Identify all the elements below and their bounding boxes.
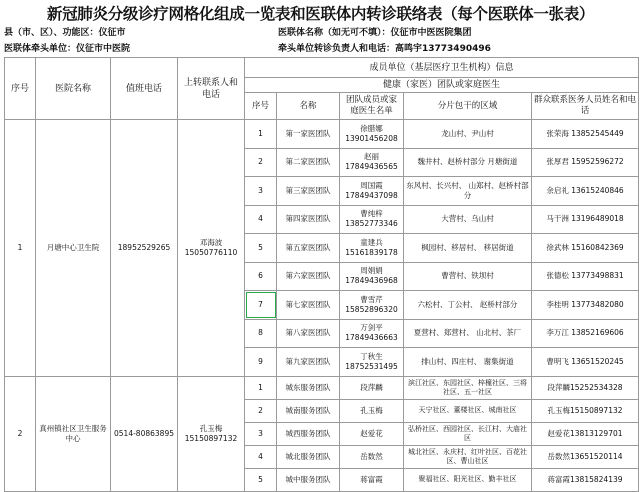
team-members: 孔玉梅 xyxy=(340,399,404,422)
team-name: 城西服务团队 xyxy=(277,422,340,445)
hospital-name: 月塘中心卫生院 xyxy=(36,120,111,377)
team-members: 赵丽17849436565 xyxy=(340,148,404,177)
team-seq: 2 xyxy=(245,399,277,422)
team-contact: 张德松 13773498831 xyxy=(532,262,639,291)
liaison-contact: 邓海波 15050776110 xyxy=(178,120,245,377)
header-duty-phone: 值班电话 xyxy=(111,58,178,120)
team-name: 第一家医团队 xyxy=(277,120,340,149)
team-name: 城南服务团队 xyxy=(277,399,340,422)
referral-table xyxy=(4,57,639,492)
team-area: 天宁社区、董楼社区、城南社区 xyxy=(404,399,532,422)
header-seq: 序号 xyxy=(5,58,36,120)
team-members: 万剑平 17849436663 xyxy=(340,319,404,348)
header-sub-seq: 序号 xyxy=(245,93,277,120)
team-contact: 赵爱花13813129701 xyxy=(532,422,639,445)
team-members: 段萍麟 xyxy=(340,376,404,399)
header-member-group: 成员单位（基层医疗卫生机构）信息 xyxy=(245,58,639,78)
header-team-name: 名称 xyxy=(277,93,340,120)
team-contact: 李桂明 13773482080 xyxy=(532,291,639,320)
team-contact: 马干洲 13196489018 xyxy=(532,205,639,234)
hospital-name: 真州镇社区卫生服务中心 xyxy=(36,376,111,491)
team-members: 岳数然 xyxy=(340,445,404,468)
team-area: 魏井村、赵桥村部分 月塘街道 xyxy=(404,148,532,177)
table-row xyxy=(5,120,639,149)
team-contact: 段萍麟15252534328 xyxy=(532,376,639,399)
team-seq: 2 xyxy=(245,148,277,177)
team-members: 曹纯梓 13852773346 xyxy=(340,205,404,234)
team-contact: 李万江 13852169606 xyxy=(532,319,639,348)
header-area: 分片包干的区域 xyxy=(404,93,532,120)
team-seq: 6 xyxy=(245,262,277,291)
header-team-members: 团队成员或家庭医生名单 xyxy=(340,93,404,120)
team-area: 龙山村、尹山村 xyxy=(404,120,532,149)
team-contact: 张荣海 13852545449 xyxy=(532,120,639,149)
team-members: 赵爱花 xyxy=(340,422,404,445)
team-area: 枫园村、移居村、 移居街道 xyxy=(404,234,532,263)
team-contact: 曹明飞 13651520245 xyxy=(532,348,639,377)
team-seq: 9 xyxy=(245,348,277,377)
liaison-contact: 孔玉梅 15150897132 xyxy=(178,376,245,491)
team-name: 第八家医团队 xyxy=(277,319,340,348)
team-area: 聚福社区、阳光社区、勤丰社区 xyxy=(404,468,532,491)
team-name: 城东服务团队 xyxy=(277,376,340,399)
team-members: 童建兵 15161839178 xyxy=(340,234,404,263)
team-name: 城中服务团队 xyxy=(277,468,340,491)
team-name: 第九家医团队 xyxy=(277,348,340,377)
team-contact: 蒋富霞13815824139 xyxy=(532,468,639,491)
team-seq: 5 xyxy=(245,468,277,491)
team-members: 徐腊娜 13901456208 xyxy=(340,120,404,149)
duty-phone: 18952529265 xyxy=(111,120,178,377)
referral-contact-label: 牵头单位转诊负责人和电话：高鸣宇13773490496 xyxy=(278,44,491,54)
team-members: 周国霞 17849437098 xyxy=(340,177,404,206)
team-name: 第五家医团队 xyxy=(277,234,340,263)
team-contact: 孔玉梅15150897132 xyxy=(532,399,639,422)
team-name: 第七家医团队 xyxy=(277,291,340,320)
duty-phone: 0514-80863895 xyxy=(111,376,178,491)
team-seq: 4 xyxy=(245,445,277,468)
team-seq: 7 xyxy=(245,291,277,320)
team-name: 第二家医团队 xyxy=(277,148,340,177)
team-seq: 3 xyxy=(245,177,277,206)
team-members: 丁秋生 18752531495 xyxy=(340,348,404,377)
team-contact: 余启礼 13615240846 xyxy=(532,177,639,206)
group-seq: 1 xyxy=(5,120,36,377)
table-row xyxy=(5,376,639,399)
alliance-name-label: 医联体名称（如无可不填）：仪征市中医医院集团 xyxy=(278,28,472,38)
team-name: 城北服务团队 xyxy=(277,445,340,468)
team-area: 城北社区、永庆村、红叶社区、百花社区、曹山社区 xyxy=(404,445,532,468)
team-name: 第六家医团队 xyxy=(277,262,340,291)
header-liaison: 上转联系人和电话 xyxy=(178,58,245,120)
team-seq: 3 xyxy=(245,422,277,445)
team-area: 弘桥社区、西园社区、长江村、大庙社区 xyxy=(404,422,532,445)
header-group-contact: 群众联系医务人员姓名和电话 xyxy=(532,93,639,120)
team-contact: 张厚君 15952596272 xyxy=(532,148,639,177)
team-area: 夏营村、郑营村、 山北村、茶厂 xyxy=(404,319,532,348)
team-area: 六松村、丁公村、 赵桥村部分 xyxy=(404,291,532,320)
team-seq: 4 xyxy=(245,205,277,234)
team-area: 东风村、长兴村、 山郑村、赵桥村部分 xyxy=(404,177,532,206)
team-seq: 5 xyxy=(245,234,277,263)
team-members: 曹雪芹 15852896320 xyxy=(340,291,404,320)
team-area: 排山村、四庄村、 谢集街道 xyxy=(404,348,532,377)
header-health-team: 健康（家医）团队或家庭医生 xyxy=(245,78,639,93)
team-area: 滨江社区、东园社区、梓橦社区、三将社区、五一社区 xyxy=(404,376,532,399)
team-name: 第四家医团队 xyxy=(277,205,340,234)
header-hospital: 医院名称 xyxy=(36,58,111,120)
county-label: 县（市、区）、功能区：仪征市 xyxy=(4,28,126,38)
lead-unit-label: 医联体牵头单位：仪征市中医院 xyxy=(4,44,131,54)
group-seq: 2 xyxy=(5,376,36,491)
team-members: 蒋富霞 xyxy=(340,468,404,491)
team-seq: 1 xyxy=(245,376,277,399)
team-contact: 岳数然13651520114 xyxy=(532,445,639,468)
team-area: 大营村、乌山村 xyxy=(404,205,532,234)
team-members: 周娟娟 17849436968 xyxy=(340,262,404,291)
team-seq: 8 xyxy=(245,319,277,348)
team-name: 第三家医团队 xyxy=(277,177,340,206)
page-title: 新冠肺炎分级诊疗网格化组成一览表和医联体内转诊联络表（每个医联体一张表） xyxy=(46,4,595,23)
team-area: 曹营村、铁坝村 xyxy=(404,262,532,291)
team-seq: 1 xyxy=(245,120,277,149)
team-contact: 徐武林 15160842369 xyxy=(532,234,639,263)
